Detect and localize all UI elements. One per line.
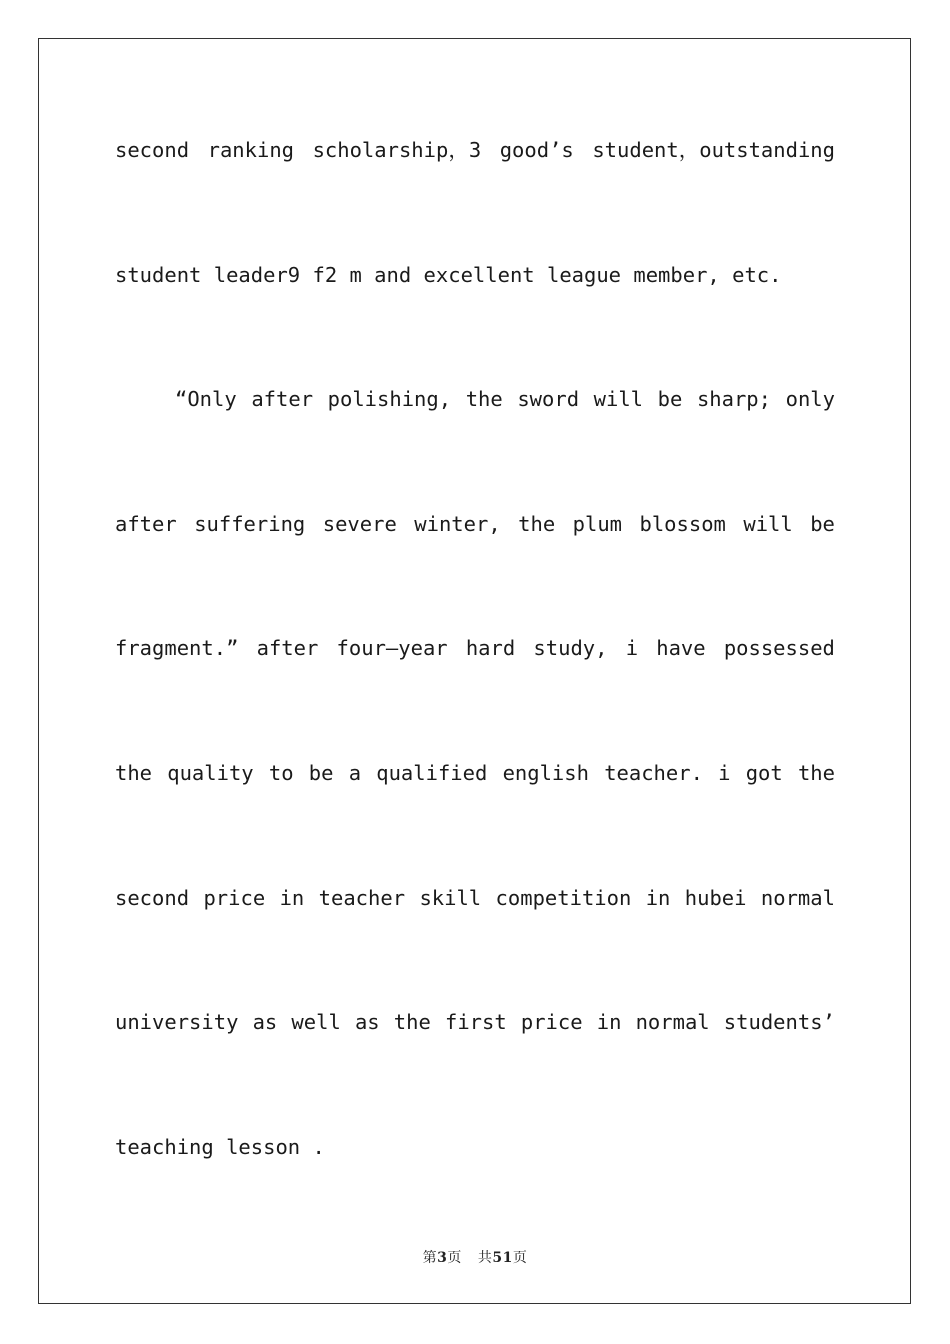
word: after xyxy=(256,636,319,661)
word: ranking xyxy=(207,138,295,162)
word: students’ xyxy=(723,1010,835,1035)
word: as xyxy=(354,1010,380,1035)
word: will xyxy=(743,511,793,536)
document-body xyxy=(115,112,835,1233)
text-line xyxy=(115,112,835,237)
word: teacher xyxy=(318,885,406,910)
word: in xyxy=(596,1010,622,1035)
word: the xyxy=(518,511,556,536)
text-line xyxy=(115,735,835,860)
word: hard xyxy=(465,636,516,661)
word: skill xyxy=(419,885,482,910)
word: in xyxy=(645,885,671,910)
text-line: teaching lesson . xyxy=(115,1134,325,1159)
word: be xyxy=(657,387,683,412)
word: second xyxy=(115,138,190,162)
word: after xyxy=(115,511,177,536)
word: the xyxy=(115,760,153,785)
word: plum xyxy=(572,511,623,536)
word: fragment.” xyxy=(115,636,239,661)
word: the xyxy=(797,760,835,785)
word: will xyxy=(593,387,644,412)
word: the xyxy=(465,387,503,412)
word: good’s xyxy=(499,138,574,162)
text-line: student leader9 f2 m and excellent league member, etc. xyxy=(115,262,782,287)
word: polishing, xyxy=(327,387,452,412)
word: teacher. xyxy=(604,760,703,785)
word: the xyxy=(393,1010,431,1035)
word: scholarship，3 xyxy=(312,138,482,162)
page-footer xyxy=(0,1247,950,1267)
word: a xyxy=(348,760,362,785)
word: to xyxy=(268,760,294,785)
word: be xyxy=(810,511,835,536)
word: qualified xyxy=(376,760,488,785)
word: second xyxy=(115,885,190,910)
word: normal xyxy=(760,885,835,910)
text-line xyxy=(115,860,835,985)
word: suffering xyxy=(194,511,306,536)
word: four—year xyxy=(336,636,448,661)
word: after xyxy=(251,387,314,412)
word: study, xyxy=(533,636,608,661)
word: sword xyxy=(517,387,580,412)
word: be xyxy=(308,760,334,785)
word: got xyxy=(745,760,783,785)
word: i xyxy=(718,760,731,785)
total-prefix: 共 xyxy=(477,1250,493,1266)
text-line xyxy=(115,486,835,611)
word: only xyxy=(785,387,835,412)
word: in xyxy=(279,885,305,910)
word: price xyxy=(520,1010,583,1035)
word: blossom xyxy=(639,511,726,536)
word: as xyxy=(252,1010,278,1035)
word: i xyxy=(625,636,639,661)
text-line xyxy=(115,361,835,486)
word: sharp; xyxy=(696,387,771,412)
word: severe xyxy=(322,511,397,536)
total-suffix: 页 xyxy=(512,1250,528,1266)
word: “Only xyxy=(175,387,237,412)
word: competition xyxy=(495,885,632,910)
page-prefix: 第 xyxy=(422,1250,438,1266)
page-number: 3 xyxy=(437,1250,448,1266)
word: price xyxy=(203,885,266,910)
word: winter, xyxy=(414,511,501,536)
word: university xyxy=(115,1010,239,1035)
word: student，outstanding xyxy=(592,138,835,162)
text-line xyxy=(115,610,835,735)
text-line xyxy=(115,984,835,1109)
word: possessed xyxy=(723,636,835,661)
word: well xyxy=(291,1010,341,1035)
page-suffix: 页 xyxy=(447,1250,462,1266)
word: have xyxy=(656,636,706,661)
total-pages: 51 xyxy=(492,1250,513,1266)
word: quality xyxy=(167,760,254,785)
word: normal xyxy=(635,1010,710,1035)
word: first xyxy=(444,1010,507,1035)
word: english xyxy=(502,760,589,785)
word: hubei xyxy=(684,885,747,910)
